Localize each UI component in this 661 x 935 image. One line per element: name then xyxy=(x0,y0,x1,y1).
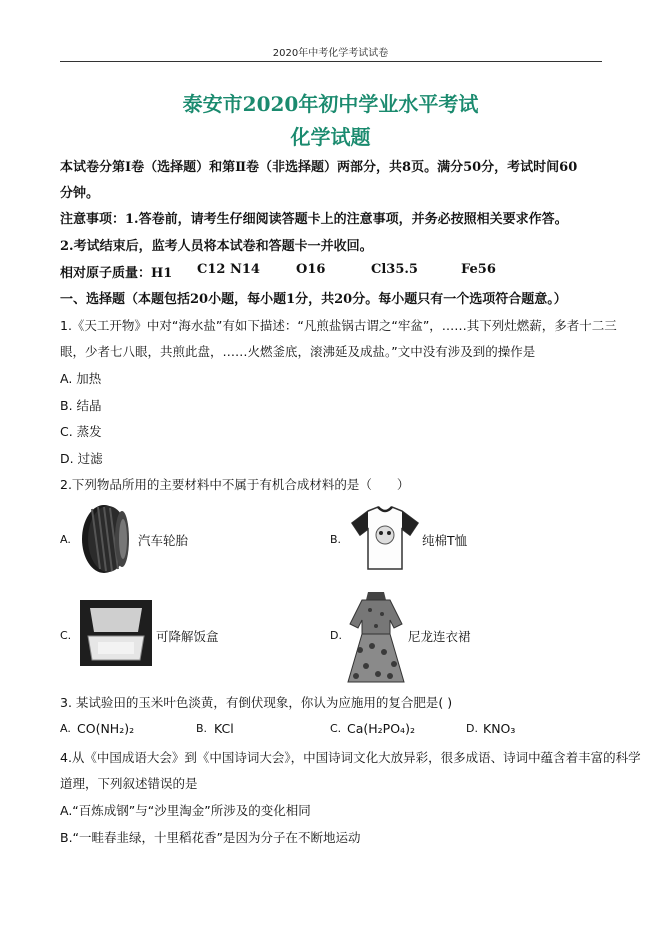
q2-option-a-label: 汽车轮胎 xyxy=(138,533,189,548)
q4-stem-line-1: 4.从《中国成语大会》到《中国诗词大会》，中国诗词文化大放异彩，很多成语、诗词中蕴含着丰富的科学 xyxy=(60,750,641,765)
q4-stem-line-2: 道理，下列叙述错误的是 xyxy=(60,776,198,791)
q3-option-d-letter: D. xyxy=(466,722,478,735)
q3-option-a-formula: CO(NH₂)₂ xyxy=(77,721,135,736)
q3-option-c-formula: Ca(H₂PO₄)₂ xyxy=(347,721,415,736)
q1-option-d: D. 过滤 xyxy=(60,451,103,466)
q4-option-b: B.“一畦春韭绿，十里稻花香”是因为分子在不断地运动 xyxy=(60,830,361,845)
lunchbox-icon xyxy=(78,598,154,668)
tire-icon xyxy=(76,503,138,575)
q1-option-c: C. 蒸发 xyxy=(60,424,102,439)
q3-option-a-letter: A. xyxy=(60,722,71,735)
q2-option-b-letter: B. xyxy=(330,533,342,546)
header-divider xyxy=(60,61,602,62)
exam-subtitle: 化学试题 xyxy=(290,125,371,149)
q1-option-b: B. 结晶 xyxy=(60,398,102,413)
atomic-mass-cl: Cl35.5 xyxy=(371,262,418,277)
atomic-mass-label: 相对原子质量：H1 xyxy=(60,266,173,281)
q2-option-d-label: 尼龙连衣裙 xyxy=(408,629,471,644)
q2-option-c-label: 可降解饭盒 xyxy=(156,629,219,644)
q1-stem-line-2: 眼，少者七八眼，共煎此盘，……火燃釜底，滚沸延及成盐。”文中没有涉及到的操作是 xyxy=(60,344,536,359)
q3-option-c-letter: C. xyxy=(330,722,342,735)
q2-option-d-letter: D. xyxy=(330,629,342,642)
section-1-heading: 一、选择题（本题包括20小题，每小题1分，共20分。每小题只有一个选项符合题意。） xyxy=(60,292,567,307)
notice-1: 注意事项：1.答卷前，请考生仔细阅读答题卡上的注意事项，并务必按照相关要求作答。 xyxy=(60,212,568,227)
q3-option-b-formula: KCl xyxy=(214,721,234,736)
q4-option-a: A.“百炼成钢”与“沙里淘金”所涉及的变化相同 xyxy=(60,803,311,818)
notice-2: 2.考试结束后，监考人员将本试卷和答题卡一并收回。 xyxy=(60,239,373,254)
page-header: 2020年中考化学考试试卷 xyxy=(272,48,389,59)
q2-option-a-letter: A. xyxy=(60,533,71,546)
exam-title: 泰安市2020年初中学业水平考试 xyxy=(182,92,479,116)
atomic-mass-o: O16 xyxy=(296,262,326,277)
dress-icon xyxy=(346,590,406,684)
q2-stem: 2.下列物品所用的主要材料中不属于有机合成材料的是（ ） xyxy=(60,477,410,492)
q2-option-b-label: 纯棉T恤 xyxy=(422,533,468,548)
q3-stem: 3. 某试验田的玉米叶色淡黄，有倒伏现象，你认为应施用的复合肥是( ) xyxy=(60,695,453,710)
q3-option-b-letter: B. xyxy=(196,722,208,735)
atomic-mass-c-n: C12 N14 xyxy=(197,262,260,277)
tshirt-icon xyxy=(348,505,422,573)
q2-option-c-letter: C. xyxy=(60,629,72,642)
q1-stem-line-1: 1.《天工开物》中对“海水盐”有如下描述：“凡煎盐锅古谓之“牢盆”，……其下列灶燃薪，多者十二三 xyxy=(60,318,617,333)
q3-option-d-formula: KNO₃ xyxy=(483,721,516,736)
intro-line-2: 分钟。 xyxy=(60,186,100,201)
q1-option-a: A. 加热 xyxy=(60,371,102,386)
atomic-mass-fe: Fe56 xyxy=(461,262,496,277)
intro-line-1: 本试卷分第Ⅰ卷（选择题）和第Ⅱ卷（非选择题）两部分，共8页。满分50分，考试时间60 xyxy=(60,160,578,175)
